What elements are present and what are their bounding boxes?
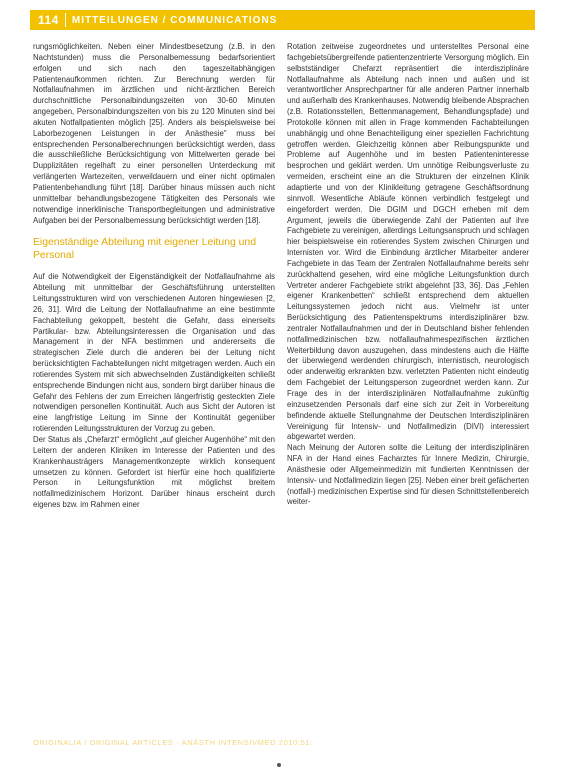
running-header <box>30 10 535 30</box>
body-paragraph: Auf die Notwendigkeit der Eigenständigkeit der Notfallaufnahme als Abteilung mit unmittelbar der Geschäftsführung unterstellten Leitungsstrukturen wird von verschiedenen Autoren hingewiesen [2, 26, 31]. Wird die Leitung der Notfallaufnahme an eine bestimmte Fachabteilung gekoppelt, besteht die Gefahr, dass einerseits Partikular- bzw. Abteilungsinteressen die Organisation und das Management in der NFA bestimmen und andererseits die strategischen Ziele durch die anderen bei der Leitung nicht berücksichtigten Fachabteilungen nicht mitgetragen werden. Auch ein rotierendes System mit sich abwechselnden Zuständigkeiten schließt entsprechende Bindungen nicht aus, sondern birgt darüber hinaus die Gefahr des Fehlens der zum Erreichen längerfristig gesteckten Ziele notwendigen personellen Kontinuität. Auch aus Sicht der Autoren ist eine langfristige Leitung im Sinne der Kontinuität gegenüber rotierenden Leitungsstrukturen der Vorzug zu geben. <box>33 272 275 434</box>
left-column <box>33 42 275 511</box>
running-footer: ORIGINALIA / ORIGINAL ARTICLES · ANÄSTH INTENSIVMED 2010;51: <box>33 738 313 747</box>
body-paragraph: rungsmöglichkeiten. Neben einer Mindestbesetzung (z.B. in den Nachtstunden) muss die Personalbemessung bedarfsorientiert erfolgen und sich nach den tageszeitabhängigen Patientenaufkommen richten. Zur Berechnung werden für Notfallaufnahmen im ärztlichen und nicht-ärztlichen Bereich durchschnittliche Personalbindungszeiten von 30-60 Minuten angegeben, Personalbindungszeiten von bis zu 120 Minuten sind bei akuten Notfallpatienten möglich [25]. Anders als beispielsweise bei Laborbezogenen Leistungen in der Anästhesie" muss bei entsprechenden Personalberechnungen berücksichtigt werden, dass die ausschließliche Berücksichtigung von Mittelwerten gerade bei Dupplizitäten regelhaft zu einer personellen Unterdeckung mit verlängerten Wartezeiten, verweildauern und einer nicht optimalen Patientenbehandlung führt [18]. Darüber hinaus müssen auch nicht unmittelbar behandlungsbezogene Tätigkeiten des Personals wie notwendige innerklinische Transportbegleitungen und administrative Aufgaben bei der Personalbemessung berücksichtigt werden [18]. <box>33 42 275 225</box>
body-paragraph: Der Status als „Chefarzt“ ermöglicht „auf gleicher Augenhöhe“ mit den Leitern der anderen Kliniken im Interesse der Patienten und des Krankenhausträgers Managementkonzepte wirklich konsequent umsetzen zu können. Gefordert ist hierfür eine hoch qualifizierte Person in Leitungsfunktion mit möglichst breitem notfallmedizinischem Horizont. Darüber hinaus erscheint durch eigenes bzw. im Rahmen einer <box>33 435 275 510</box>
section-heading: Eigenständige Abteilung mit eigener Leitung und Personal <box>33 237 256 262</box>
page-number: 114 <box>38 13 59 27</box>
body-paragraph: Rotation zeitweise zugeordnetes und unterstelltes Personal eine fachgebietsübergreifende patientenzentrierte Versorgung möglich. Ein selbstständiger Chefarzt repräsentiert die interdisziplinäre Notfallaufnahme als Abteilung nach innen und außen und ist verantwortlicher Ansprechpartner für alle anderen Partner innerhalb und außerhalb des Krankenhauses. Notwendig bleibende Absprachen (z.B. Rotationsstellen, Bettenmanagement, Behandlungspfade) und Protokolle können mit allen in Frage kommenden Fachabteilungen unabhängig und ohne Benachteiligung einer speziellen Fachrichtung getroffen werden. Gleichzeitig können aber Reibungspunkte und Probleme auf Augenhöhe und im besten Patienteninteresse besprochen und geklärt werden. Um unnötige Reibungsverluste zu vermeiden, erscheint eine an die Strukturen der einzelnen Klinik adaptierte und von der Klinikleitung getragene Geschäftsordnung sinnvoll. Wesentliche Abläufe können verbindlich festgelegt und eingefordert werden. Die DGIM und DGCH erheben mit dem Argument, jeweils die überwiegende Zahl der Patienten auf ihre Fachgebiete zu vereinigen, allerdings Leitungsanspruch und schlagen hier beispielsweise ein rotierendes System zwischen Chirurgen und Internisten vor. Wird die Einbindung ärztlicher Mitarbeiter anderer Fachgebiete in das Team der Zentralen Notfallaufnahme bereits sehr zurückhaltend gesehen, wird eine mögliche Leitungsfunktion durch Vertreter anderer Fachgebiete strikt abgelehnt [33, 36]. Das „Fehlen eigener Krankenbetten“ schließt entsprechend dem aktuellen Leitungssystemen jedoch nicht aus. Vielmehr ist unter Berücksichtigung des Patientenspektrums interdisziplinärer bzw. zentraler Notfallaufnahmen und der in Deutschland bisher fehlenden notfallmedizinischen bzw. notfallaufnahmespezifischen ärztlichen Weiterbildung davon auszugehen, dass mindestens auch die Hälfte der überwiegend werdenden chirurgisch, internistisch, neurologisch oder anderweitig erkrankten bzw. verletzten Patienten nicht eindeutig dem Fachgebiet der Leitungsperson zugeordnet werden kann. Zur Frage des in der interdisziplinären Notfallaufnahme zukünftig einzusetzenden Personals darf eine sich zur Zeit in Vorbereitung befindende aktuelle Stellungnahme der Deutschen Interdisziplinären Vereinigung für Intensiv- und Notfallmedizin (DIVI) interessiert abgewartet werden. <box>287 42 529 442</box>
body-paragraph: Nach Meinung der Autoren sollte die Leitung der interdisziplinären NFA in der Hand eines Facharztes für Innere Medizin, Chirurgie, Anästhesie oder Allgemeinmedizin mit fundierten Kenntnissen der Intensiv- und Notfallmedizin liegen [25]. Neben einer breit gefächerten (notfall-) medizinischen Expertise sind für diesen Schnittstellenbereich weiter- <box>287 443 529 507</box>
section-title: MITTEILUNGEN / COMMUNICATIONS <box>71 14 278 26</box>
page-mark <box>277 763 281 767</box>
right-column <box>287 42 529 508</box>
header-divider <box>65 13 66 27</box>
